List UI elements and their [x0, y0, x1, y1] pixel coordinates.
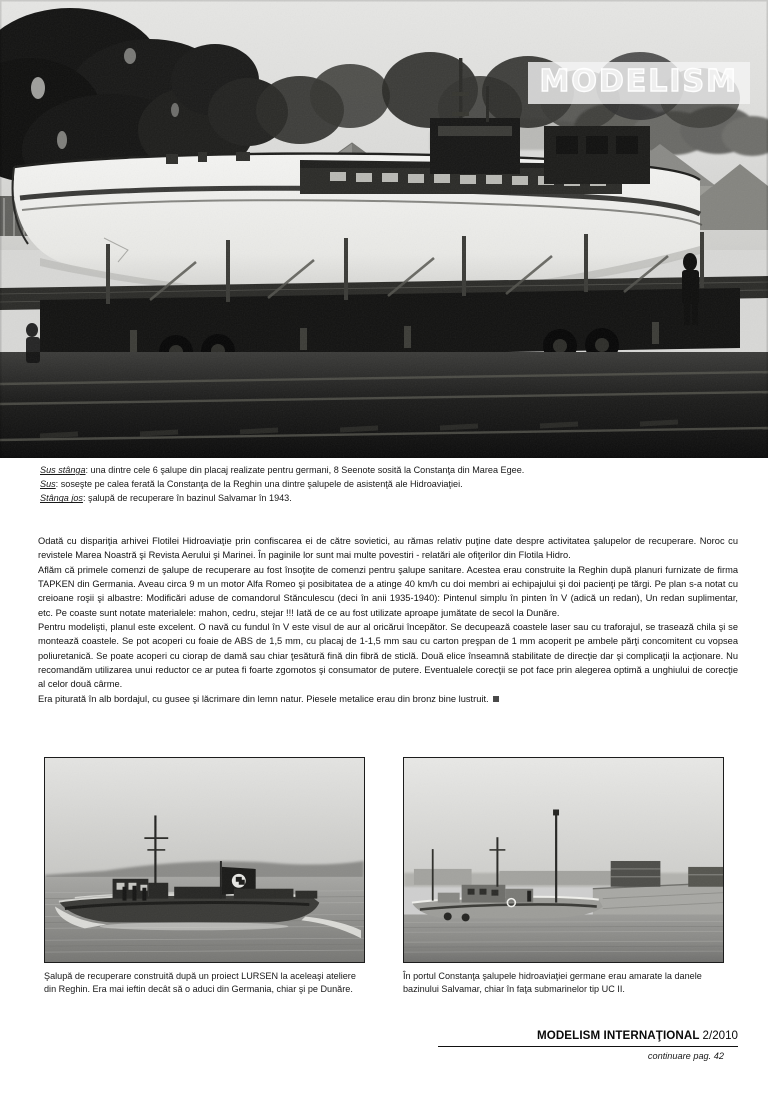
- article-body: [38, 534, 738, 706]
- hero-caption-3-text: : şalupă de recuperare în bazinul Salvamar în 1943.: [82, 493, 292, 504]
- bottom-photo-cell-right: [403, 757, 724, 997]
- end-of-article-marker: [493, 696, 499, 702]
- bottom-photo-right-caption: În portul Constanţa şalupele hidroaviaţiei germane erau amarate la danele bazinului Salvamar, chiar în faţa submarinelor tip UC II.: [403, 971, 702, 995]
- bottom-photo-right: [403, 757, 724, 963]
- footer-issue-number: 2/2010: [702, 1029, 738, 1042]
- bottom-photo-right-graphic: [404, 758, 723, 962]
- hero-caption-3: [40, 492, 740, 505]
- footer-magazine-title: MODELISM INTERNAŢIONAL: [536, 1029, 700, 1042]
- footer-continuation-note: continuare pag. 42: [647, 1051, 724, 1061]
- article-paragraph-3: Pentru modelişti, planul este excelent. O navă cu fundul în V este visul de aur al oricărui începător. Se decupează coastele laser sau cu traforajul, se trasează chila şi se montează coastele. Se pot acoperi cu foaie de ABS de 1,5 mm, cu placaj de 1-1,5 mm sau cu carton preşpan de 1 mm acoperit pe ambele părţi concomitent cu vopsea poliuretanică. Se poate acoperi cu ciorap de damă sau chiar ţesătură fină din fibră de sticlă. Două elice înseamnă stabilitate de direcţie dar şi complicaţii la acţionare. Nu recomandăm utilizarea unui reductor ce ar putea fi foarte zgomotos şi consumator de putere. Eventualele corecţii se pot face prin alegerea optimă a unghiului de corecţie al celor două cârme.: [38, 622, 738, 690]
- hero-caption-1: [40, 464, 740, 477]
- hero-caption-2-lead: Sus: [40, 479, 56, 490]
- bottom-photo-cell-left: [44, 757, 365, 997]
- article-paragraph-4: [38, 692, 738, 706]
- article-paragraph-2: Aflăm că primele comenzi de şalupe de recuperare au fost însoţite de comenzi pentru şalupe sanitare. Acestea erau construite la Reghin după planuri furnizate de firma TAPKEN din Germania. Aveau circa 9 m un motor Alfa Romeo şi posibitatea de a atinge 40 km/h cu doi membri ai echipajului şi doi pacienţi pe tărgi. Pe plan s-a notat cu creioane roşii şi albastre: Modificări aduse de comandorul Stănculescu (deci în anii 1935-1940): Pintenul simplu în pinten în V (adică un redan), Un redan suplimentar, etc. Pe coaste sunt notate materialele: mahon, cedru, stejar !!! Iată de ce au fost utilizate aproape jumătate de secol la Dunăre.: [38, 564, 738, 618]
- modelism-watermark: MODELISM: [528, 62, 751, 104]
- hero-caption-1-text: : una dintre cele 6 şalupe din placaj realizate pentru germani, 8 Seenote sosită la Constanţa din Marea Egee.: [85, 465, 525, 475]
- hero-caption-1-lead: Sus stânga: [40, 465, 86, 475]
- hero-caption-2: [40, 478, 740, 491]
- article-paragraph-1: Odată cu dispariţia arhivei Flotilei Hidroaviaţie prin confiscarea ei de către sovietici, au rămas relativ puţine date despre activitatea şalupelor de recuperare. Noroc cu revistele Marea Noastră şi Revista Aerului şi Marinei. În paginile lor sunt mai multe povestiri - relatări ale ofiţerilor din Flotila Hidro.: [38, 536, 738, 561]
- bottom-photo-left: [44, 757, 365, 963]
- footer-title-row: [438, 1026, 738, 1047]
- bottom-photo-left-graphic: [45, 758, 364, 962]
- bottom-photo-left-caption: Şalupă de recuperare construită după un proiect LURSEN la aceleaşi ateliere din Reghin. Era mai ieftin decât să o aduci din Germania, chiar şi pe Dunăre.: [44, 971, 356, 995]
- article-paragraph-4-text: Era piturată în alb bordajul, cu gusee şi lăcrimare din lemn natur. Piesele metalice erau din bronz bine lustruit.: [38, 693, 489, 704]
- bottom-photo-row: [44, 757, 724, 997]
- hero-caption-3-lead: Stânga jos: [40, 493, 83, 504]
- hero-caption-block: [40, 464, 740, 507]
- hero-photograph: [0, 0, 768, 458]
- hero-caption-2-text: : soseşte pe calea ferată la Constanţa de la Reghin una dintre şalupele de asistenţă ale Hidroaviaţiei.: [55, 479, 463, 490]
- page-footer: [438, 1026, 738, 1061]
